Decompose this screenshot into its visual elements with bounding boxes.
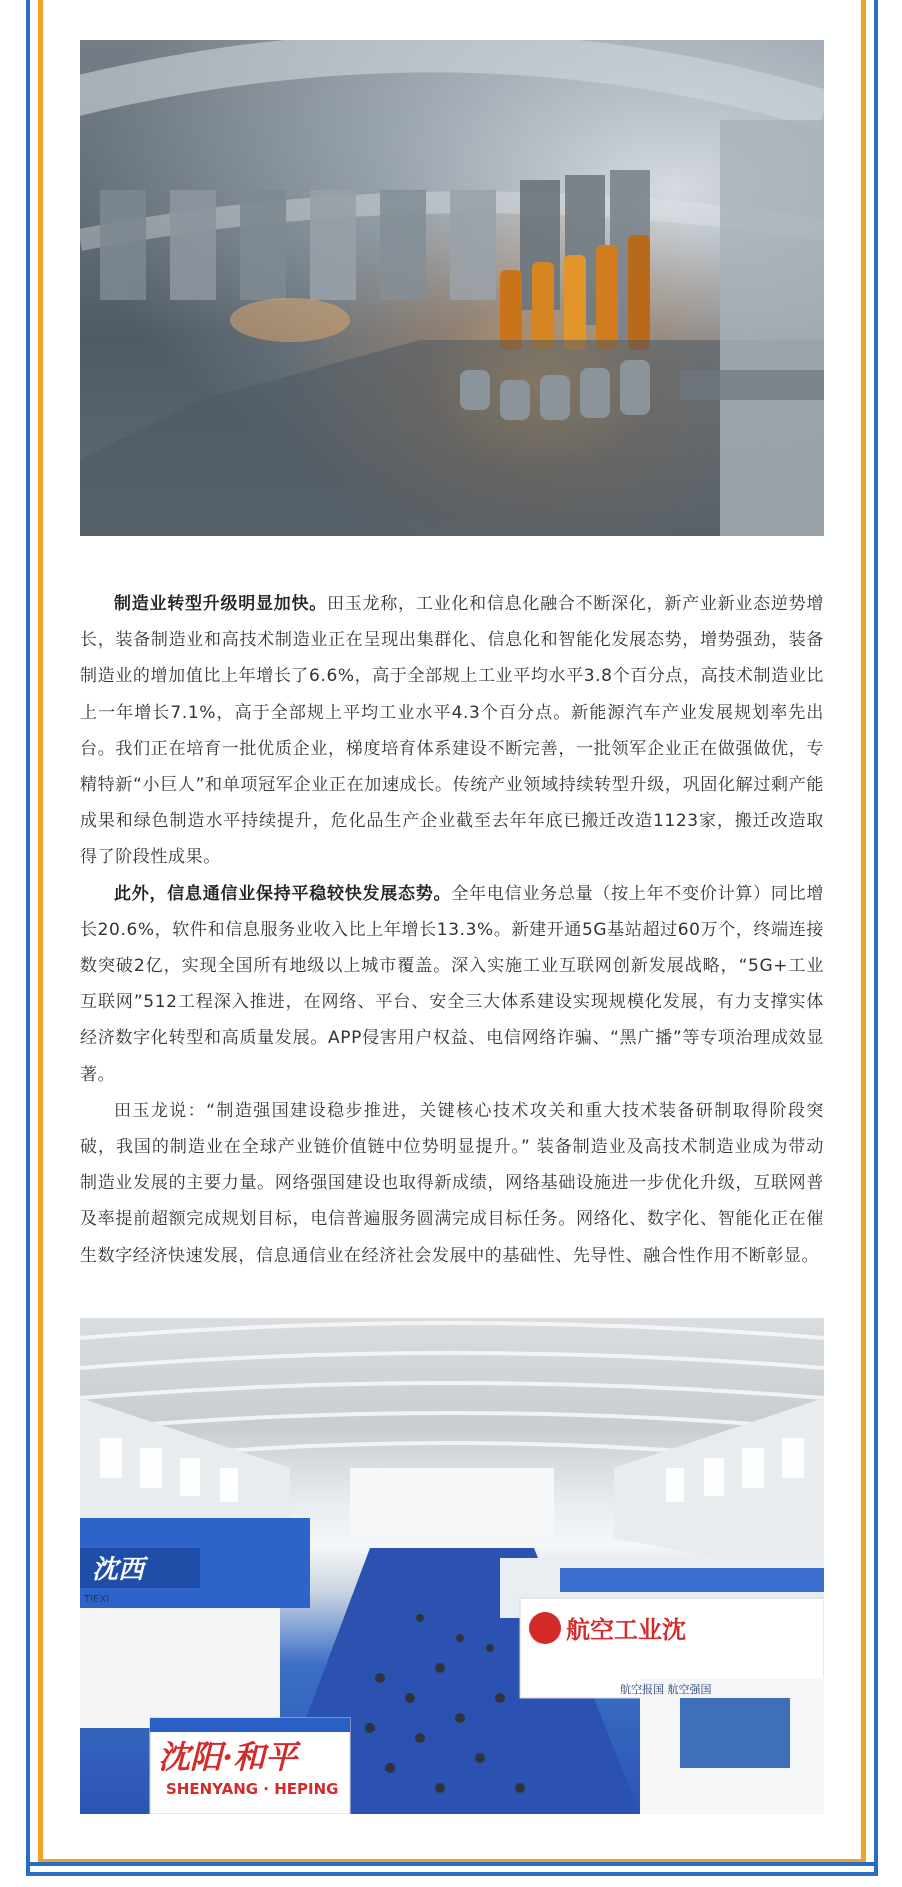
paragraph-quote (80, 1093, 824, 1274)
factory-machinery-photo (80, 40, 824, 536)
shenyang-sign-en-text: SHENYANG · HEPING (166, 1779, 339, 1798)
aviation-slogan-text: 航空报国 航空强国 (620, 1682, 712, 1696)
paragraph-lead: 制造业转型升级明显加快。 (114, 594, 328, 614)
booth-brand-text: TIEXI (84, 1593, 110, 1605)
production-line-photo-icon (80, 40, 824, 536)
bottom-frame-line (30, 1862, 874, 1866)
exhibition-hall-photo (80, 1318, 824, 1814)
expo-hall-photo-icon (80, 1318, 824, 1814)
booth-sign-left-text: 沈西 (92, 1554, 145, 1585)
paragraph-telecom (80, 876, 824, 1093)
paragraph-text: 田玉龙称，工业化和信息化融合不断深化，新产业新业态逆势增长，装备制造业和高技术制造业正在呈现出集群化、信息化和智能化发展态势，增势强劲，装备制造业的增加值比上年增长了6.6%，高于全部规上工业平均水平3.8个百分点，高技术制造业比上一年增长7.1%，高于全部规上平均工业水平4.3个百分点。新能源汽车产业发展规划率先出台。我们正在培育一批优质企业，梯度培育体系建设不断完善，一批领军企业正在做强做优，专精特新“小巨人”和单项冠军企业正在加速成长。传统产业领域持续转型升级，巩固化解过剩产能成果和绿色制造水平持续提升，危化品生产企业截至去年年底已搬迁改造1123家，搬迁改造取得了阶段性成果。 (80, 594, 824, 868)
paragraph-manufacturing (80, 586, 824, 876)
article-body (80, 586, 824, 1274)
shenyang-sign-text: 沈阳·和平 (158, 1737, 298, 1776)
paragraph-lead: 此外，信息通信业保持平稳较快发展态势。 (114, 883, 452, 904)
paragraph-text: 全年电信业务总量（按上年不变价计算）同比增长20.6%，软件和信息服务业收入比上年增长13.3%。新建开通5G基站超过60万个，终端连接数突破2亿，实现全国所有地级以上城市覆盖。深入实施工业互联网创新发展战略，“5G+工业互联网”512工程深入推进，在网络、平台、安全三大体系建设实现规模化发展，有力支撑实体经济数字化转型和高质量发展。APP侵害用户权益、电信网络诈骗、“黑广播”等专项治理成效显著。 (80, 883, 824, 1085)
article-container (80, 0, 824, 1814)
paragraph-text: 田玉龙说：“制造强国建设稳步推进，关键核心技术攻关和重大技术装备研制取得阶段突破，我国的制造业在全球产业链价值链中位势明显提升。” 装备制造业及高技术制造业成为带动制造业发展的主要力量。网络强国建设也取得新成绩，网络基础设施进一步优化升级，互联网普及率提前超额完成规划目标，电信普遍服务圆满完成目标任务。网络化、数字化、智能化正在催生数字经济快速发展，信息通信业在经济社会发展中的基础性、先导性、融合性作用不断彰显。 (80, 1100, 824, 1266)
aviation-sign-text: 航空工业沈 (566, 1615, 686, 1644)
